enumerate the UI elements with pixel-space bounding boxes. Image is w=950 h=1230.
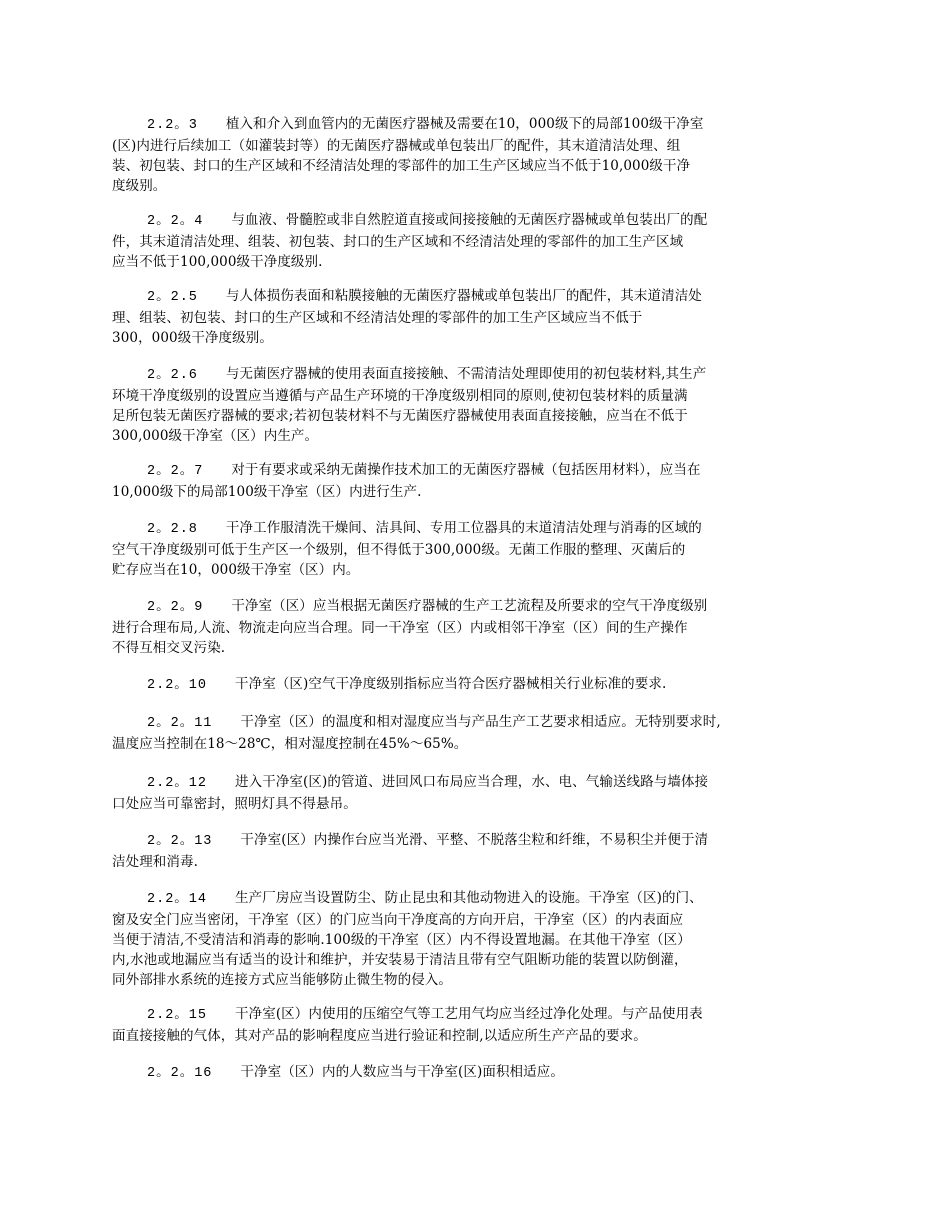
paragraph-2-2-11	[112, 712, 838, 754]
paragraph-2-2-9	[112, 596, 838, 658]
paragraph-2-2-12	[112, 772, 838, 814]
paragraph-text: 窗及安全门应当密闭，干净室（区）的门应当向干净度高的方向开启，干净室（区）的内表面应	[112, 912, 684, 928]
clause-number: 2。2。7	[147, 464, 204, 479]
paragraph-text: 进行合理布局,人流、物流走向应当合理。同一干净室（区）内或相邻干净室（区）间的生产操作	[112, 620, 688, 636]
paragraph-text: 件，其末道清洁处理、组装、初包装、封口的生产区域和不经清洁处理的零部件的加工生产区域	[112, 234, 684, 250]
paragraph-text: 度级别。	[112, 178, 167, 194]
paragraph-text: 与血液、骨髓腔或非自然腔道直接或间接接触的无菌医疗器械或单包装出厂的配	[231, 212, 708, 228]
clause-number: 2。2.5	[147, 290, 198, 305]
paragraph-text: 干净室(区）内使用的压缩空气等工艺用气均应当经过净化处理。与产品使用表	[235, 1006, 703, 1022]
paragraph-text: 生产厂房应当设置防尘、防止昆虫和其他动物进入的设施。干净室（区)的门、	[235, 890, 703, 906]
clause-number: 2.2。3	[147, 118, 198, 133]
clause-number: 2。2。9	[147, 600, 204, 615]
paragraph-text: 干净工作服清洗干燥间、洁具间、专用工位器具的末道清洁处理与消毒的区域的	[225, 520, 702, 536]
clause-number: 2。2。4	[147, 214, 204, 229]
paragraph-text: (区)内进行后续加工（如灌装封等）的无菌医疗器械或单包装出厂的配件，其末道清洁处理、组	[112, 138, 681, 154]
clause-number: 2。2.6	[147, 368, 198, 383]
paragraph-text: 10,000级下的局部100级干净室（区）内进行生产.	[112, 484, 422, 500]
paragraph-text: 干净室(区）内操作台应当光滑、平整、不脱落尘粒和纤维，不易积尘并便于清	[240, 832, 709, 848]
paragraph-text: 300,000级干净室（区）内生产。	[112, 428, 319, 444]
clause-number: 2。2.8	[147, 522, 198, 537]
clause-number: 2。2。16	[147, 1066, 213, 1081]
paragraph-text: 口处应当可靠密封，照明灯具不得悬吊。	[112, 796, 357, 812]
paragraph-text: 面直接接触的气体，其对产品的影响程度应当进行验证和控制,以适应所生产产品的要求。	[112, 1028, 647, 1044]
clause-number: 2.2。14	[147, 892, 208, 907]
clause-number: 2.2。10	[147, 678, 208, 693]
paragraph-text: 干净室（区）内的人数应当与干净室(区)面积相适应。	[240, 1064, 564, 1080]
paragraph-2-2-4	[112, 210, 838, 272]
paragraph-text: 洁处理和消毒.	[112, 854, 198, 870]
paragraph-text: 与人体损伤表面和粘膜接触的无菌医疗器械或单包装出厂的配件，其末道清洁处	[225, 288, 702, 304]
paragraph-text: 300，000级干净度级别。	[112, 330, 273, 346]
clause-number: 2。2。11	[147, 716, 213, 731]
paragraph-text: 干净室（区）应当根据无菌医疗器械的生产工艺流程及所要求的空气干净度级别	[231, 598, 708, 614]
paragraph-text: 干净室（区)空气干净度级别指标应当符合医疗器械相关行业标准的要求.	[235, 676, 667, 692]
paragraph-2-2-16	[112, 1062, 838, 1084]
paragraph-2-2-3	[112, 114, 838, 196]
paragraph-2-2-14	[112, 888, 838, 990]
paragraph-text: 干净室（区）的温度和相对湿度应当与产品生产工艺要求相适应。无特别要求时,	[240, 714, 721, 730]
paragraph-text: 当便于清洁,不受清洁和消毒的影响.100级的干净室（区）内不得设置地漏。在其他干净室（区）	[112, 932, 691, 948]
paragraph-2-2-7	[112, 460, 838, 502]
paragraph-text: 温度应当控制在18～28℃，相对湿度控制在45%～65%。	[112, 736, 468, 752]
paragraph-2-2-13	[112, 830, 838, 872]
paragraph-2-2-5	[112, 286, 838, 348]
paragraph-text: 同外部排水系统的连接方式应当能够防止微生物的侵入。	[112, 972, 452, 988]
clause-number: 2。2。13	[147, 834, 213, 849]
paragraph-2-2-8	[112, 518, 838, 580]
clause-number: 2.2。12	[147, 776, 208, 791]
paragraph-text: 环境干净度级别的设置应当遵循与产品生产环境的干净度级别相同的原则,使初包装材料的质量满	[112, 388, 688, 404]
paragraph-text: 贮存应当在10，000级干净室（区）内。	[112, 562, 360, 578]
paragraph-text: 理、组装、初包装、封口的生产区域和不经清洁处理的零部件的加工生产区域应当不低于	[112, 310, 643, 326]
paragraph-text: 植入和介入到血管内的无菌医疗器械及需要在10，000级下的局部100级干净室	[225, 116, 704, 132]
paragraph-text: 与无菌医疗器械的使用表面直接接触、不需清洁处理即使用的初包装材料,其生产	[225, 366, 707, 382]
paragraph-2-2-10	[112, 674, 838, 696]
paragraph-text: 装、初包装、封口的生产区域和不经清洁处理的零部件的加工生产区域应当不低于10,000级干净	[112, 158, 691, 174]
paragraph-text: 空气干净度级别可低于生产区一个级别，但不得低于300,000级。无菌工作服的整理、灭菌后的	[112, 542, 686, 558]
paragraph-text: 足所包装无菌医疗器械的要求;若初包装材料不与无菌医疗器械使用表面直接接触，应当在不低于	[112, 408, 688, 424]
paragraph-2-2-15	[112, 1004, 838, 1046]
paragraph-text: 应当不低于100,000级干净度级别.	[112, 254, 323, 270]
paragraph-text: 对于有要求或采纳无菌操作技术加工的无菌医疗器械（包括医用材料），应当在	[231, 462, 701, 478]
paragraph-text: 内,水池或地漏应当有适当的设计和维护，并安装易于清洁且带有空气阻断功能的装置以防倒灌，	[112, 952, 688, 968]
clause-number: 2.2。15	[147, 1008, 208, 1023]
paragraph-text: 不得互相交叉污染.	[112, 640, 226, 656]
paragraph-2-2-6	[112, 364, 838, 446]
paragraph-text: 进入干净室(区)的管道、进回风口布局应当合理，水、电、气输送线路与墙体接	[235, 774, 709, 790]
